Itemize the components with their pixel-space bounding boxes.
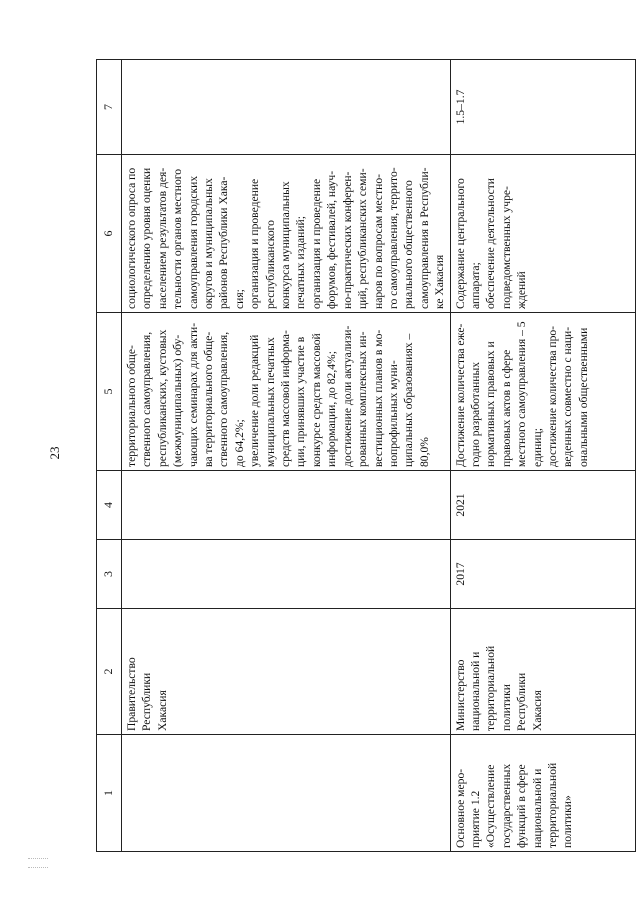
measure-name-cell bbox=[450, 735, 635, 852]
text-line: ональными общественными bbox=[576, 327, 590, 467]
text-line: ждений bbox=[515, 271, 529, 309]
text-line: политики bbox=[499, 684, 513, 731]
text-line: сия; bbox=[232, 289, 246, 309]
text-line: территориальной bbox=[484, 645, 498, 731]
header-cell: 3 bbox=[97, 540, 122, 609]
header-row bbox=[97, 60, 122, 852]
end-year-cell: 2021 bbox=[450, 471, 635, 540]
text-line: «Осуществление bbox=[484, 764, 498, 848]
executor-cell bbox=[122, 609, 451, 735]
text-line: Республики bbox=[140, 672, 154, 731]
text-line: организация и проведение bbox=[248, 178, 262, 309]
text-line: печатных изданий; bbox=[294, 216, 308, 309]
text-line: Хакасия bbox=[155, 690, 169, 731]
header-cell: 4 bbox=[97, 471, 122, 540]
start-year-cell bbox=[122, 540, 451, 609]
page-number: 23 bbox=[47, 446, 62, 460]
text-line: увеличение доли редакций bbox=[248, 334, 262, 467]
text-line: территориального обще- bbox=[125, 345, 138, 467]
text-line: правовых актов в сфере bbox=[499, 349, 513, 467]
text-line: определению уровня оценки bbox=[140, 167, 154, 309]
program-measures-table bbox=[96, 59, 636, 852]
text-line: чающих семинарах для акти- bbox=[186, 322, 200, 467]
text-line: средств массовой информа- bbox=[279, 330, 293, 467]
text-line: тельности органов местного bbox=[171, 168, 185, 309]
text-line: Правительство bbox=[125, 657, 138, 731]
header-cell: 7 bbox=[97, 60, 122, 155]
text-line: Основное меро- bbox=[453, 768, 467, 848]
text-line: ципальных образованиях – bbox=[402, 333, 416, 467]
text-line: национальной и bbox=[468, 651, 482, 731]
text-line: Достижение количества еже- bbox=[453, 323, 467, 467]
text-line: политики» bbox=[561, 795, 575, 848]
text-line: аппарата; bbox=[468, 262, 482, 309]
text-line: ственного самоуправления, bbox=[140, 331, 154, 467]
text-line: Содержание центрального bbox=[453, 178, 467, 309]
text-line: национальной и bbox=[530, 768, 544, 848]
text-line: обеспечение деятельности bbox=[484, 178, 498, 309]
text-line: нормативных правовых и bbox=[484, 341, 498, 467]
expected-results-cell bbox=[450, 313, 635, 471]
text-line: годно разработанных bbox=[468, 361, 482, 467]
text-line: местного самоуправления – 5 bbox=[515, 321, 529, 467]
text-line: единиц; bbox=[530, 428, 544, 467]
text-line: ций, республиканских семи- bbox=[356, 168, 370, 309]
text-line: ке Хакасия bbox=[433, 254, 447, 309]
text-line: Республики bbox=[515, 672, 529, 731]
text-line: го самоуправления, террито- bbox=[386, 167, 400, 309]
text-line: риального общественного bbox=[402, 180, 416, 309]
expected-results-cell bbox=[122, 313, 451, 471]
text-line: наров по вопросам местно- bbox=[371, 173, 385, 309]
rotated-table-frame bbox=[96, 60, 589, 852]
text-line: конкурса муниципальных bbox=[279, 181, 293, 309]
text-line: республиканского bbox=[263, 220, 277, 309]
text-line: (межмуниципальных) обу- bbox=[171, 334, 185, 467]
indicator-link-cell bbox=[122, 60, 451, 155]
text-line: социологического опроса по bbox=[125, 167, 138, 309]
text-line: Министерство bbox=[453, 659, 467, 731]
text-line: до 64,2%; bbox=[232, 419, 246, 467]
measure-name-cell bbox=[122, 735, 451, 852]
start-year-cell: 2017 bbox=[450, 540, 635, 609]
text-line: ственного самоуправления, bbox=[217, 331, 231, 467]
text-line: конкурсе средств массовой bbox=[309, 333, 323, 467]
text-line: самоуправления в Республи- bbox=[417, 167, 431, 309]
end-year-cell bbox=[122, 471, 451, 540]
activities-cell bbox=[122, 155, 451, 313]
text-line: государственных bbox=[499, 763, 513, 848]
table-row bbox=[450, 60, 635, 852]
scan-artifact bbox=[28, 858, 48, 868]
text-line: территориальной bbox=[545, 762, 559, 848]
text-line: нопрофильных муни- bbox=[386, 360, 400, 467]
text-line: Хакасия bbox=[530, 690, 544, 731]
indicator-link-cell: 1.5–1.7 bbox=[450, 60, 635, 155]
text-line: муниципальных печатных bbox=[263, 337, 277, 467]
text-line: округов и муниципальных bbox=[202, 178, 216, 309]
text-line: приятие 1.2 bbox=[468, 790, 482, 848]
text-line: веденных совместно с наци- bbox=[561, 326, 575, 467]
header-cell: 5 bbox=[97, 313, 122, 471]
text-line: подведомственных учре- bbox=[499, 186, 513, 309]
header-cell: 2 bbox=[97, 609, 122, 735]
executor-cell bbox=[450, 609, 635, 735]
text-line: ва территориального обще- bbox=[202, 331, 216, 467]
text-line: информации, до 82,4%; bbox=[325, 351, 339, 467]
text-line: ции, принявших участие в bbox=[294, 336, 308, 467]
text-line: самоуправления городских bbox=[186, 175, 200, 309]
table-container bbox=[96, 60, 589, 852]
text-line: достижение количества про- bbox=[545, 325, 559, 467]
header-cell: 6 bbox=[97, 155, 122, 313]
text-line: 80,0% bbox=[417, 437, 431, 467]
text-line: районов Республики Хака- bbox=[217, 176, 231, 309]
header-cell: 1 bbox=[97, 735, 122, 852]
text-line: форумов, фестивалей, науч- bbox=[325, 170, 339, 309]
text-line: организация и проведение bbox=[309, 178, 323, 309]
text-line: достижение доли актуализи- bbox=[340, 325, 354, 467]
text-line: но-практических конферен- bbox=[340, 171, 354, 309]
text-line: вестиционных планов в мо- bbox=[371, 329, 385, 467]
text-line: республиканских, кустовых bbox=[155, 329, 169, 467]
activities-cell bbox=[450, 155, 635, 313]
text-line: рованных комплексных ин- bbox=[356, 331, 370, 467]
table-row bbox=[122, 60, 451, 852]
text-line: функций в сфере bbox=[515, 764, 529, 848]
text-line: населением результатов дея- bbox=[155, 167, 169, 309]
